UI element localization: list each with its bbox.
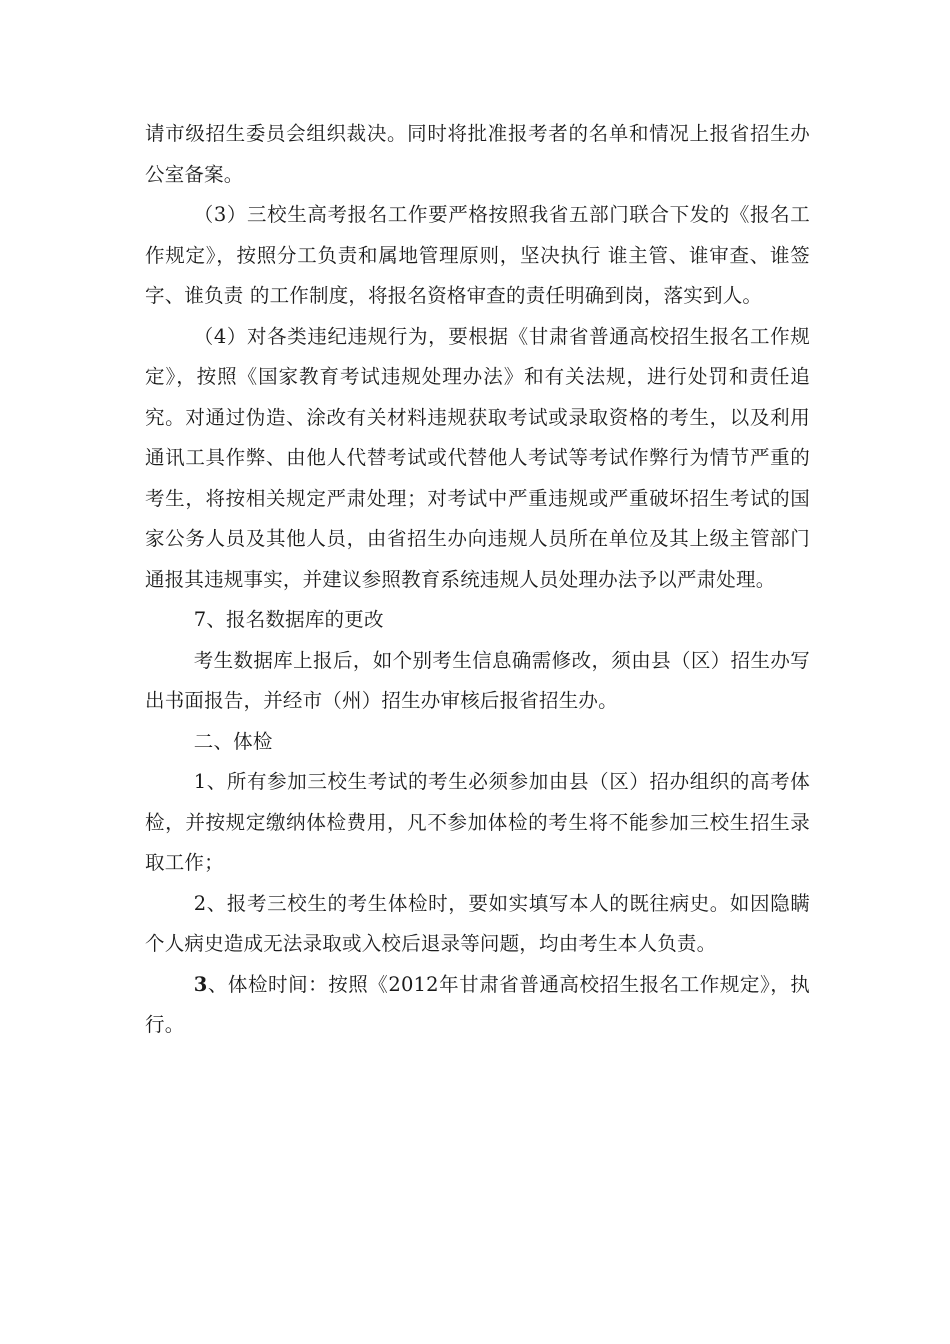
exam-item-3-number: 3 xyxy=(193,972,208,996)
paragraph-database-changes: 考生数据库上报后，如个别考生信息确需修改，须由县（区）招生办写出书面报告，并经市（州）招生办审核后报省招生办。 xyxy=(145,648,810,712)
document-body xyxy=(145,114,810,1046)
paragraph-arbitration-continuation: 请市级招生委员会组织裁决。同时将批准报考者的名单和情况上报省招生办公室备案。 xyxy=(145,122,810,186)
paragraph-exam-item-2: 2、报考三校生的考生体检时，要如实填写本人的既往病史。如因隐瞒个人病史造成无法录取或入校后退录等问题，均由考生本人负责。 xyxy=(145,891,810,955)
paragraph-exam-item-3 xyxy=(145,965,810,1046)
heading-database-changes: 7、报名数据库的更改 xyxy=(193,608,384,631)
paragraph-item-4-violations: （4）对各类违纪违规行为，要根据《甘肃省普通高校招生报名工作规定》，按照《国家教育考试违规处理办法》和有关法规，进行处罚和责任追究。对通过伪造、涂改有关材料违规获取考试或录取资格的考生，以及利用通讯工具作弊、由他人代替考试或代替他人考试等考试作弊行为情节严重的考生，将按相关规定严肃处理；对考试中严重违规或严重破坏招生考试的国家公务人员及其他人员，由省招生办向违规人员所在单位及其上级主管部门通报其违规事实，并建议参照教育系统违规人员处理办法予以严肃处理。 xyxy=(145,324,810,591)
paragraph-item-3-registration-rules: （3）三校生高考报名工作要严格按照我省五部门联合下发的《报名工作规定》，按照分工负责和属地管理原则，坚决执行 谁主管、谁审查、谁签字、谁负责 的工作制度，将报名资格审查的责任明确到岗，落实到人。 xyxy=(145,203,810,307)
heading-physical-exam: 二、体检 xyxy=(193,729,273,753)
paragraph-exam-item-1: 1、所有参加三校生考试的考生必须参加由县（区）招办组织的高考体检，并按规定缴纳体检费用，凡不参加体检的考生将不能参加三校生招生录取工作； xyxy=(145,770,810,874)
exam-item-3-text: 、体检时间：按照《2012年甘肃省普通高校招生报名工作规定》，执行。 xyxy=(145,972,810,1036)
